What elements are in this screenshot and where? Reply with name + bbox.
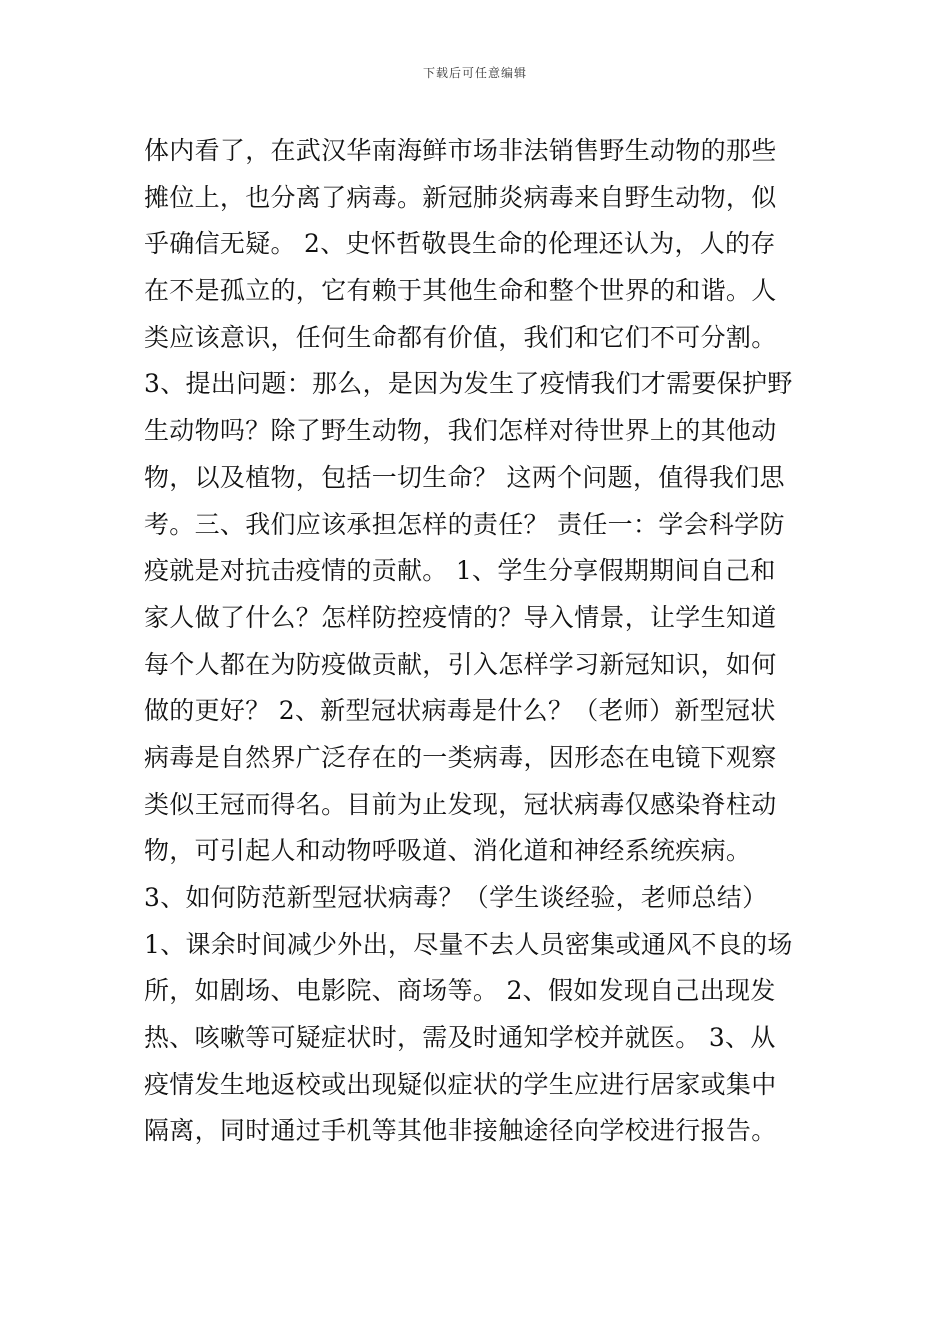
text-line: 考。三、我们应该承担怎样的责任？ 责任一：学会科学防 <box>144 509 785 539</box>
text-line: 类似王冠而得名。目前为止发现，冠状病毒仅感染脊柱动 <box>144 789 777 819</box>
text-line: 病毒是自然界广泛存在的一类病毒，因形态在电镜下观察 <box>144 742 777 772</box>
text-line: 热、咳嗽等可疑症状时，需及时通知学校并就医。 3、从 <box>144 1023 776 1053</box>
text-line: 疫就是对抗击疫情的贡献。 1、学生分享假期期间自己和 <box>144 556 776 586</box>
text-line: 物，可引起人和动物呼吸道、消化道和神经系统疾病。 <box>144 836 752 866</box>
text-line: 乎确信无疑。 2、史怀哲敬畏生命的伦理还认为，人的存 <box>144 229 776 259</box>
text-line: 每个人都在为防疫做贡献，引入怎样学习新冠知识，如何 <box>144 649 777 679</box>
text-line: 所，如剧场、电影院、商场等。 2、假如发现自己出现发 <box>144 976 776 1006</box>
text-line: 3、提出问题：那么，是因为发生了疫情我们才需要保护野 <box>144 369 793 399</box>
text-line: 摊位上，也分离了病毒。新冠肺炎病毒来自野生动物，似 <box>144 182 777 212</box>
text-line: 类应该意识，任何生命都有价值，我们和它们不可分割。 <box>144 322 777 352</box>
text-line: 家人做了什么？怎样防控疫情的？导入情景，让学生知道 <box>144 602 777 632</box>
text-line: 3、如何防范新型冠状病毒？（学生谈经验，老师总结） <box>144 883 768 912</box>
text-line: 1、课余时间减少外出，尽量不去人员密集或通风不良的场 <box>144 929 793 959</box>
body-text <box>144 128 814 1155</box>
page-header: 下载后可任意编辑 <box>422 66 527 80</box>
text-line: 体内看了，在武汉华南海鲜市场非法销售野生动物的那些 <box>144 136 777 165</box>
text-line: 物，以及植物，包括一切生命？ 这两个问题，值得我们思 <box>144 462 785 492</box>
text-line: 在不是孤立的，它有赖于其他生命和整个世界的和谐。人 <box>144 276 777 306</box>
text-line: 隔离，同时通过手机等其他非接触途径向学校进行报告。 <box>144 1116 777 1146</box>
text-line: 做的更好？ 2、新型冠状病毒是什么？（老师）新型冠状 <box>144 696 776 726</box>
text-line: 生动物吗？除了野生动物，我们怎样对待世界上的其他动 <box>144 416 777 446</box>
text-line: 疫情发生地返校或出现疑似症状的学生应进行居家或集中 <box>144 1069 777 1099</box>
